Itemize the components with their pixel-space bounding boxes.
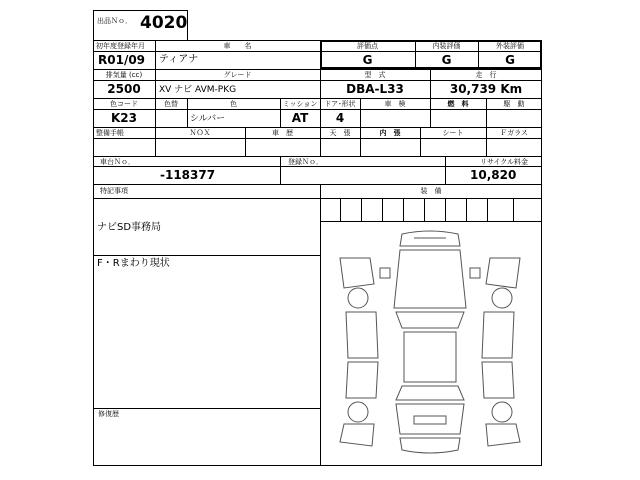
- chassis-label: 車台Ｎｏ．: [100, 158, 135, 166]
- seat-label: シート: [442, 129, 464, 137]
- interior-value: G: [441, 53, 452, 67]
- color-code-label: 色コード: [110, 100, 138, 108]
- nox-label: ＮＯＸ: [189, 129, 211, 137]
- reg-label: 登録Ｎｏ．: [288, 158, 323, 166]
- doors-label: ドア･形状: [324, 100, 356, 108]
- score-value: G: [362, 53, 373, 67]
- interior-label: 内装評価: [432, 42, 461, 50]
- glass-label: Ｆガラス: [500, 129, 528, 137]
- mileage-value: 30,739 Km: [449, 82, 523, 96]
- inspection-label: 車 検: [384, 100, 406, 108]
- car-damage-diagram: [330, 228, 530, 460]
- drive-label: 駆 動: [503, 100, 525, 108]
- mileage-label: 走 行: [475, 71, 497, 79]
- chassis-value: -118377: [160, 168, 216, 182]
- color-value: シルバー: [190, 114, 226, 124]
- first-reg-value: R01/09: [98, 53, 146, 67]
- fuel-label: 燃 料: [447, 100, 469, 108]
- note-line-1: ナビSD事務局: [97, 222, 162, 233]
- lot-number: 4020: [140, 13, 188, 33]
- model-value: DBA-L33: [346, 82, 404, 96]
- first-reg-label: 初年度登録年月: [96, 42, 145, 50]
- model-label: 型 式: [364, 71, 386, 79]
- car-name-value: ティアナ: [159, 54, 199, 65]
- recycle-value: 10,820: [470, 168, 517, 182]
- displacement-label: 排気量 (cc): [105, 71, 143, 79]
- car-name-label: 車 名: [223, 42, 252, 50]
- interior-lining-label: 内 張: [379, 129, 401, 137]
- notes-label: 特記事項: [100, 187, 128, 195]
- note-line-2: F・Rまわり現状: [97, 258, 170, 269]
- repair-history-label: 修復歴: [98, 410, 119, 418]
- color-code-value: K23: [111, 111, 137, 125]
- mission-value: AT: [291, 111, 309, 125]
- doors-value: 4: [335, 111, 345, 125]
- history-label: 車 歴: [272, 129, 293, 137]
- recycle-label: リサイクル料金: [480, 158, 529, 166]
- exterior-value: G: [505, 53, 515, 67]
- displacement-value: 2500: [107, 82, 141, 96]
- mission-label: ミッション: [282, 100, 318, 108]
- score-label: 評価点: [357, 42, 378, 50]
- lot-number-label: 出品Ｎｏ．: [97, 17, 132, 25]
- exterior-label: 外装評価: [496, 42, 524, 50]
- ceiling-label: 天 張: [329, 129, 351, 137]
- color-change-label: 色替: [164, 100, 178, 108]
- manual-label: 整備手帳: [96, 129, 124, 137]
- grade-value: XV ナビ AVM-PKG: [159, 85, 237, 95]
- grade-label: グレード: [223, 71, 252, 79]
- equipment-label: 装 備: [420, 187, 442, 195]
- color-label: 色: [230, 100, 237, 108]
